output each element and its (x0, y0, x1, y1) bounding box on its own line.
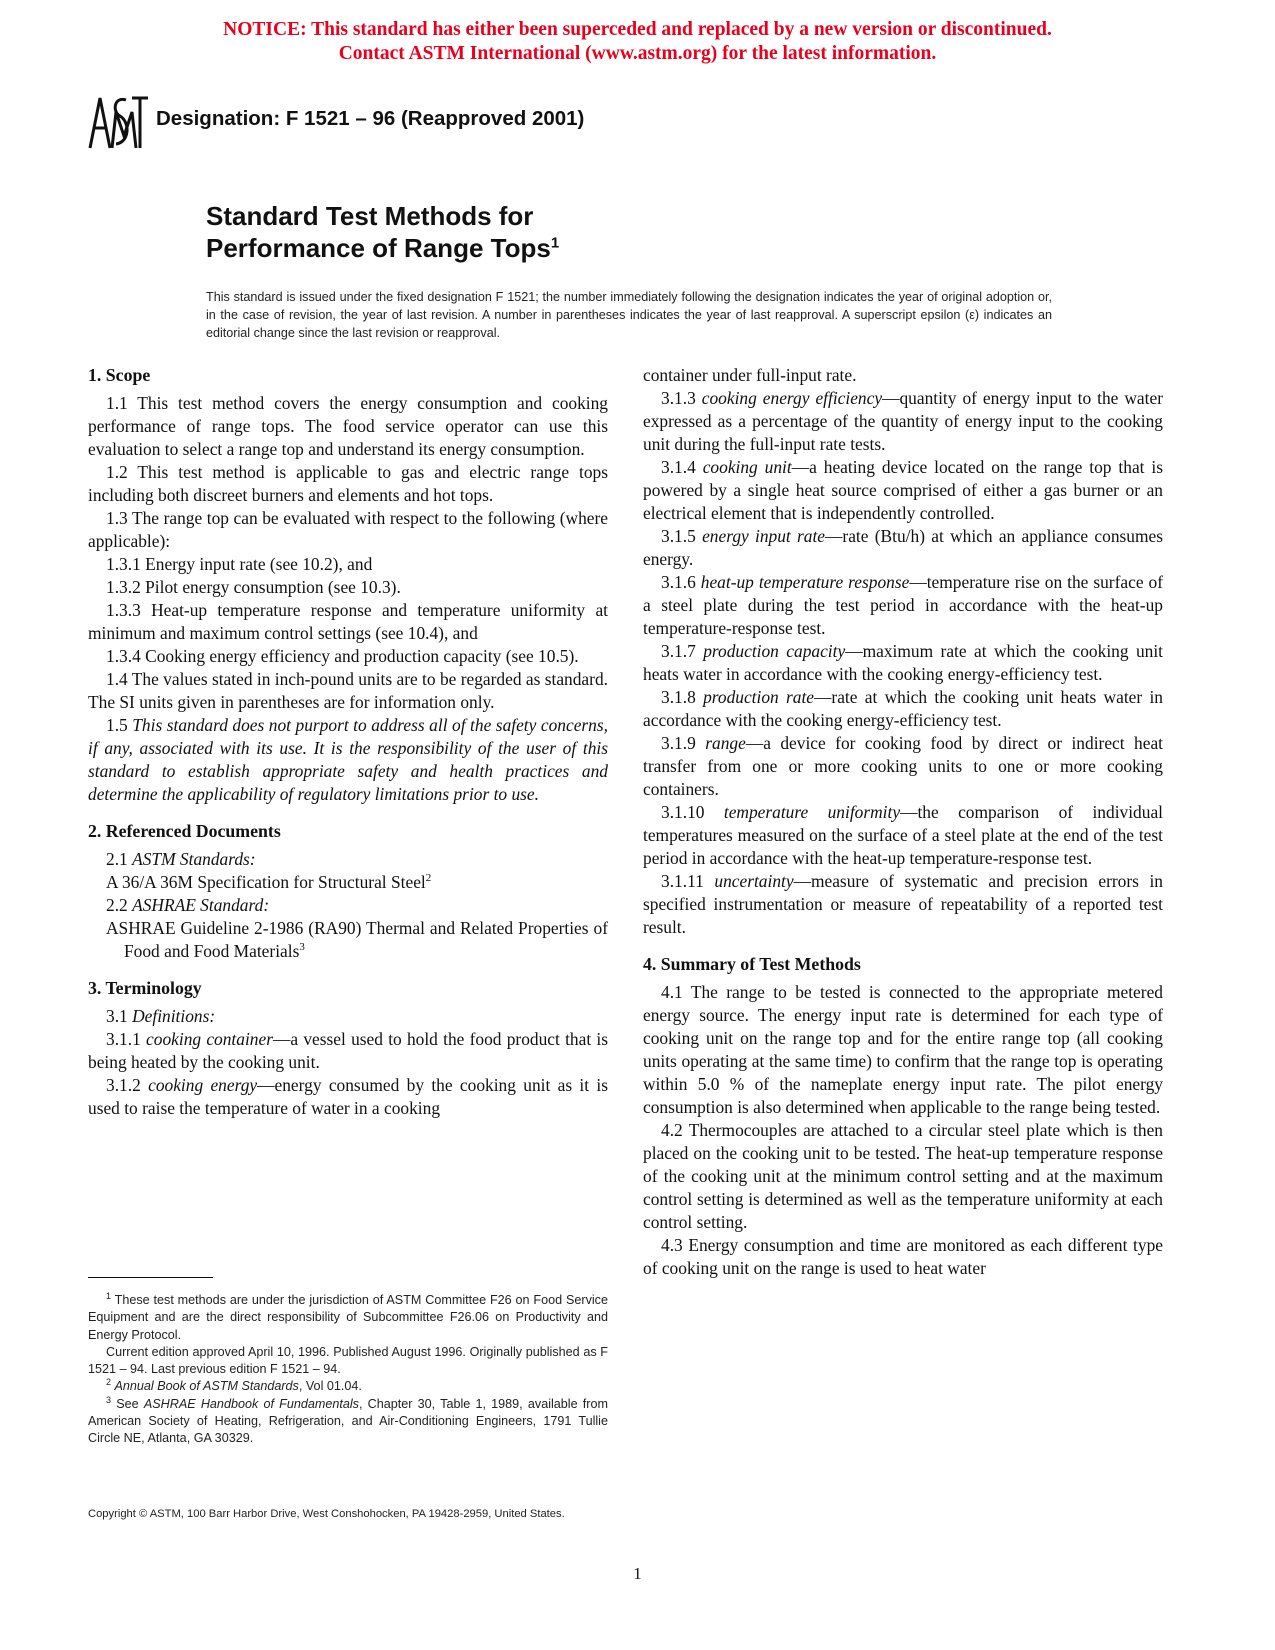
definition-energy-input-rate: 3.1.5 energy input rate—rate (Btu/h) at which an appliance consumes energy. (643, 526, 1163, 569)
notice-line-1: NOTICE: This standard has either been superceded and replaced by a new version or discontinued. (223, 19, 1052, 40)
definition-production-rate: 3.1.8 production rate—rate at which the cooking unit heats water in accordance with the cooking energy-efficiency test. (643, 687, 1163, 730)
para-4-3: 4.3 Energy consumption and time are monitored as each different type of cooking unit on the range is used to heat water (643, 1235, 1163, 1278)
footnote-1-edition: Current edition approved April 10, 1996. Published August 1996. Originally published as F 1521 – 94. Last previous edition F 1521 – 94. (88, 1344, 608, 1377)
definition-temperature-uniformity: 3.1.10 temperature uniformity—the comparison of individual temperatures measured on the surface of a steel plate at the end of the test period in accordance with the heat-up temperature-response test. (643, 802, 1163, 868)
footnote-3: $^3$ See ASHRAE Handbook of Fundamentals, Chapter 30, Table 1, 1989, available from American Society of Heating, Refrigeration, and Air-Conditioning Engineers, 1791 Tullie Circle NE, Atlanta, GA 30329. (88, 1394, 608, 1446)
para-1-3-2: 1.3.2 Pilot energy consumption (see 10.3). (106, 577, 401, 597)
title-footnote-mark[interactable]: 1 (550, 234, 560, 252)
page-number: 1 (633, 1564, 642, 1583)
para-2-2: 2.2 ASHRAE Standard: (106, 895, 270, 915)
title-line-2: Performance of Range Tops$^1$ (206, 233, 560, 263)
reference-ashrae: ASHRAE Guideline 2-1986 (RA90) Thermal and Related Properties of Food and Food Materials$^3$ (106, 918, 608, 961)
footnote-divider (88, 1277, 213, 1278)
para-4-2: 4.2 Thermocouples are attached to a circular steel plate which is then placed on the cooking unit to be tested. The heat-up temperature response of the cooking unit at the minimum control setting and at the maximum control setting is determined as well as the temperature uniformity at each control setting. (643, 1120, 1163, 1232)
section-heading-referenced-documents: 2. Referenced Documents (88, 821, 281, 841)
para-1-3-4: 1.3.4 Cooking energy efficiency and production capacity (see 10.5). (106, 646, 579, 666)
para-3-1: 3.1 Definitions: (106, 1006, 216, 1026)
left-column (88, 364, 608, 1120)
definition-cooking-energy: 3.1.2 cooking energy—energy consumed by the cooking unit as it is used to raise the temperature of water in a cooking (88, 1075, 608, 1118)
designation-block (86, 92, 584, 152)
title-line-1: Standard Test Methods for (206, 201, 534, 231)
document-title (206, 200, 559, 264)
definition-range: 3.1.9 range—a device for cooking food by direct or indirect heat transfer from one or more cooking units to one or more cooking containers. (643, 733, 1163, 799)
definition-uncertainty: 3.1.11 uncertainty—measure of systematic and precision errors in specified instrumentation or measure of repeatability of a reported test result. (643, 871, 1163, 937)
footnote-1: $^1$ These test methods are under the jurisdiction of ASTM Committee F26 on Food Service Equipment and are the direct responsibility of Subcommittee F26.06 on Productivity and Energy Protocol. (88, 1290, 608, 1342)
section-heading-terminology: 3. Terminology (88, 978, 202, 998)
notice-banner (0, 18, 1275, 66)
issuance-note: This standard is issued under the fixed designation F 1521; the number immediately following the designation indicates the year of original adoption or, in the case of revision, the year of last revision. A number in parentheses indicates the year of last reapproval. A superscript epsilon (ε) indicates an editorial change since the last revision or reapproval. (206, 290, 1052, 340)
designation-text: Designation: F 1521 – 96 (Reapproved 2001) (156, 107, 585, 130)
para-1-4: 1.4 The values stated in inch-pound units are to be regarded as standard. The SI units given in parentheses are for information only. (88, 669, 608, 712)
right-column (643, 364, 1163, 1280)
footnotes (88, 1292, 608, 1448)
copyright-line: Copyright © ASTM, 100 Barr Harbor Drive, West Conshohocken, PA 19428-2959, United States. (88, 1508, 565, 1520)
para-1-1: 1.1 This test method covers the energy consumption and cooking performance of range tops. The food service operator can use this evaluation to select a range top and understand its energy consumption. (88, 393, 608, 459)
definition-production-capacity: 3.1.7 production capacity—maximum rate at which the cooking unit heats water in accordance with the cooking energy-efficiency test. (643, 641, 1164, 684)
section-heading-scope: 1. Scope (88, 365, 151, 385)
definition-heat-up-temperature-response: 3.1.6 heat-up temperature response—temperature rise on the surface of a steel plate during the test period in accordance with the heat-up temperature-response test. (643, 572, 1163, 638)
footnote-2: $^2$ Annual Book of ASTM Standards, Vol 01.04. (106, 1377, 362, 1394)
definition-cooking-unit: 3.1.4 cooking unit—a heating device located on the range top that is powered by a single heat source comprised of either a gas burner or an electrical element that is independently controlled. (643, 457, 1164, 523)
section-heading-summary: 4. Summary of Test Methods (643, 954, 861, 974)
para-1-3: 1.3 The range top can be evaluated with respect to the following (where applicable): (88, 508, 608, 551)
para-1-5: 1.5 This standard does not purport to address all of the safety concerns, if any, associated with its use. It is the responsibility of the user of this standard to establish appropriate safety and health practices and determine the applicability of regulatory limitations prior to use. (88, 715, 608, 804)
astm-logo-icon (86, 92, 150, 152)
para-1-3-3: 1.3.3 Heat-up temperature response and temperature uniformity at minimum and maximum control settings (see 10.4), and (88, 600, 608, 643)
definition-cooking-container: 3.1.1 cooking container—a vessel used to hold the food product that is being heated by the cooking unit. (88, 1029, 608, 1072)
para-1-2: 1.2 This test method is applicable to gas and electric range tops including both discreet burners and elements and hot tops. (88, 462, 608, 505)
definition-cooking-energy-efficiency: 3.1.3 cooking energy efficiency—quantity of energy input to the water expressed as a percentage of the quantity of energy input to the cooking unit during the full-input rate tests. (643, 388, 1163, 454)
continued-text: container under full-input rate. (643, 365, 857, 385)
para-2-1: 2.1 ASTM Standards: (106, 849, 256, 869)
para-4-1: 4.1 The range to be tested is connected to the appropriate metered energy source. The energy input rate is determined for each type of cooking unit on the range top and for the entire range top (all cooking units operating at the same time) to confirm that the range top is operating within 5.0 % of the nameplate energy input rate. The pilot energy consumption is also determined when applicable to the range being tested. (643, 982, 1163, 1117)
reference-a36: A 36/A 36M Specification for Structural Steel$^2$ (106, 872, 432, 892)
notice-line-2: Contact ASTM International (www.astm.org) for the latest information. (338, 43, 937, 64)
para-1-3-1: 1.3.1 Energy input rate (see 10.2), and (106, 554, 373, 574)
